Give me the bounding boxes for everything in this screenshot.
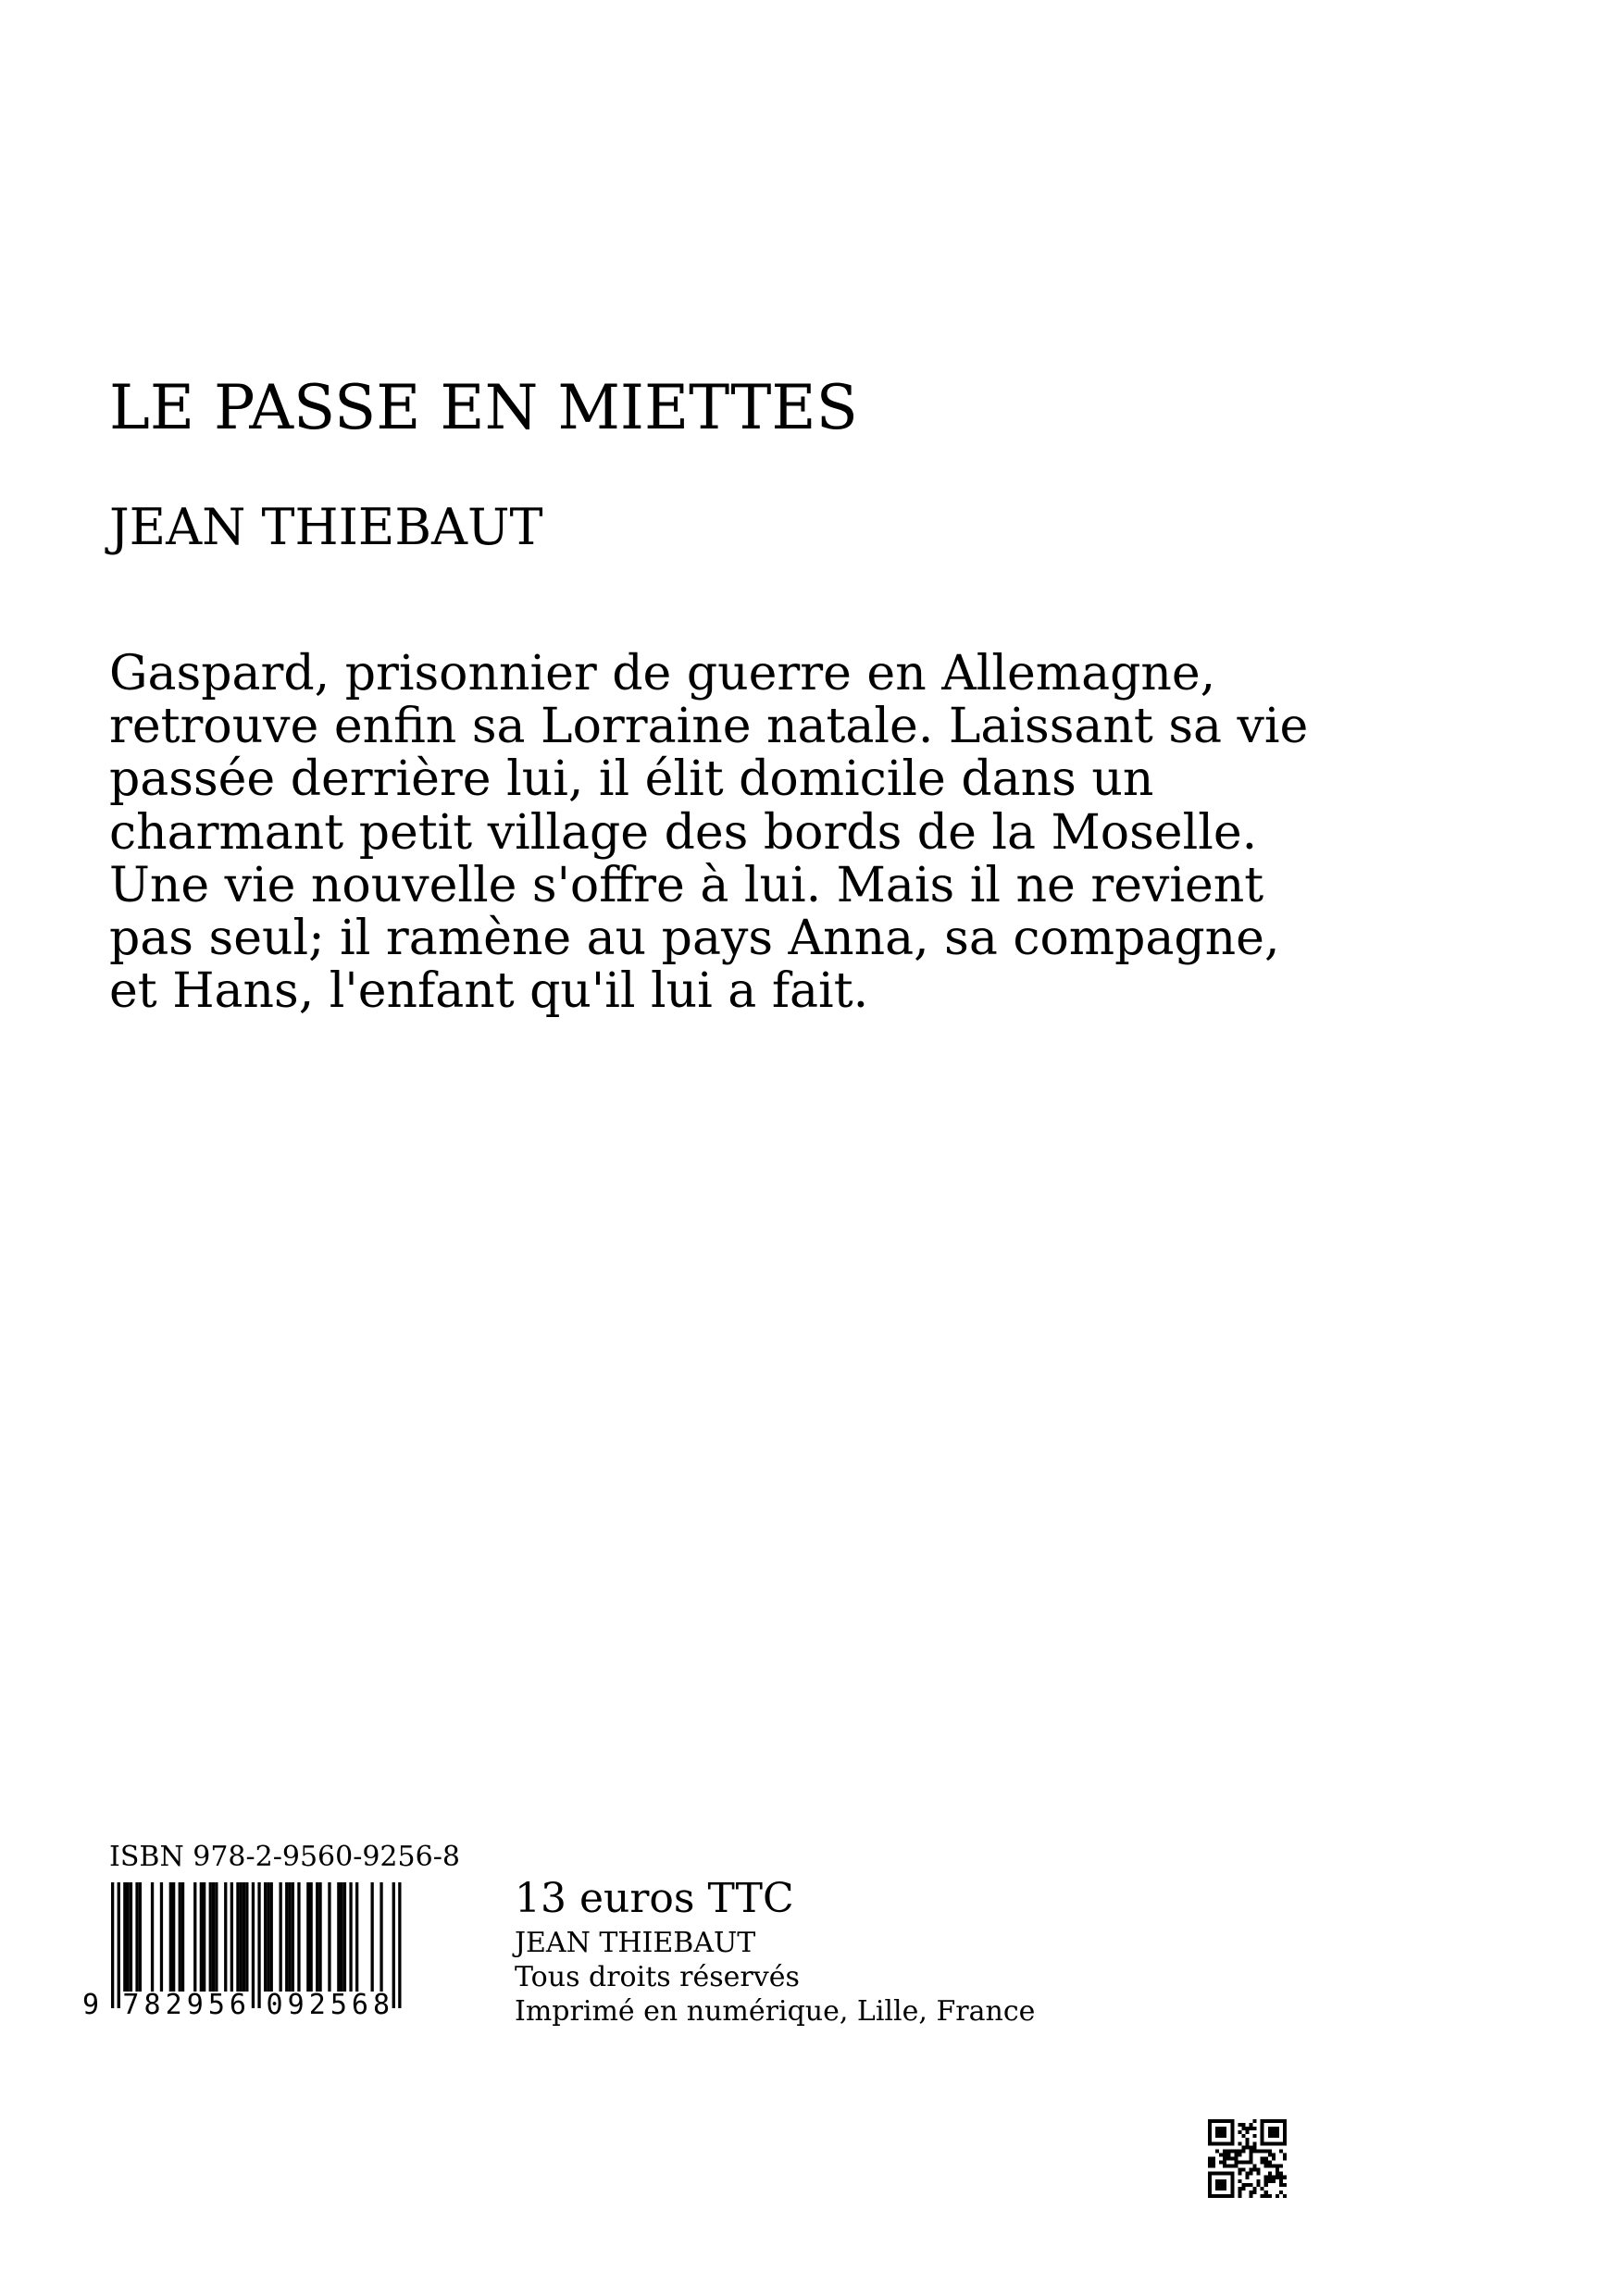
qr-module xyxy=(1245,2130,1249,2134)
qr-module xyxy=(1261,2127,1264,2130)
qr-module xyxy=(1219,2194,1223,2198)
qr-module xyxy=(1219,2134,1223,2138)
qr-module xyxy=(1283,2153,1287,2156)
qr-module xyxy=(1226,2149,1230,2153)
qr-module xyxy=(1279,2176,1283,2179)
barcode-bar xyxy=(252,1882,255,2008)
qr-module xyxy=(1212,2172,1215,2176)
qr-module xyxy=(1245,2176,1249,2179)
qr-module xyxy=(1245,2141,1249,2145)
barcode-bar xyxy=(212,1882,215,1992)
barcode-digit: 0 xyxy=(266,1989,283,2017)
qr-module xyxy=(1268,2141,1272,2145)
barcode-digit: 2 xyxy=(165,1989,182,2017)
qr-module xyxy=(1253,2127,1257,2130)
publisher-label: JEAN THIEBAUT xyxy=(515,1927,756,1959)
qr-module xyxy=(1272,2130,1276,2134)
qr-module xyxy=(1215,2187,1219,2191)
qr-module xyxy=(1261,2141,1264,2145)
qr-module xyxy=(1268,2165,1272,2168)
qr-module xyxy=(1208,2179,1212,2183)
qr-module xyxy=(1245,2145,1249,2149)
barcode-bar xyxy=(209,1882,212,1992)
barcode-bar xyxy=(200,1882,203,1992)
qr-module xyxy=(1272,2153,1276,2156)
price-label: 13 euros TTC xyxy=(515,1875,794,1922)
qr-module xyxy=(1208,2183,1212,2187)
qr-module xyxy=(1241,2187,1245,2191)
qr-module xyxy=(1253,2165,1257,2168)
qr-module xyxy=(1276,2130,1279,2134)
qr-module xyxy=(1283,2183,1287,2187)
barcode-digit: 8 xyxy=(143,1989,161,2017)
qr-module xyxy=(1215,2134,1219,2138)
qr-module xyxy=(1276,2176,1279,2179)
barcode-bar xyxy=(292,1882,294,1992)
qr-module xyxy=(1219,2153,1223,2156)
qr-module xyxy=(1241,2145,1245,2149)
qr-module xyxy=(1226,2141,1230,2145)
qr-module xyxy=(1253,2141,1257,2145)
qr-module xyxy=(1208,2156,1212,2160)
qr-module xyxy=(1272,2176,1276,2179)
qr-module xyxy=(1279,2165,1283,2168)
qr-module xyxy=(1272,2179,1276,2183)
qr-module xyxy=(1226,2172,1230,2176)
qr-module xyxy=(1223,2149,1226,2153)
book-author: JEAN THIEBAUT xyxy=(109,498,543,556)
qr-module xyxy=(1264,2156,1268,2160)
qr-module xyxy=(1264,2194,1268,2198)
qr-module xyxy=(1223,2183,1226,2187)
qr-module xyxy=(1268,2194,1272,2198)
qr-module xyxy=(1238,2191,1241,2194)
qr-module xyxy=(1283,2176,1287,2179)
qr-module xyxy=(1212,2141,1215,2145)
barcode-bar xyxy=(341,1882,343,1992)
qr-module xyxy=(1212,2161,1215,2165)
qr-module xyxy=(1226,2119,1230,2123)
qr-module xyxy=(1238,2179,1241,2183)
qr-module xyxy=(1226,2194,1230,2198)
qr-module xyxy=(1276,2134,1279,2138)
qr-module xyxy=(1261,2149,1264,2153)
qr-module xyxy=(1250,2172,1253,2176)
qr-module xyxy=(1279,2141,1283,2145)
qr-module xyxy=(1230,2187,1234,2191)
barcode-bar xyxy=(380,1882,382,1992)
qr-module xyxy=(1234,2153,1238,2156)
qr-module xyxy=(1238,2172,1241,2176)
qr-module xyxy=(1223,2141,1226,2145)
qr-module xyxy=(1276,2119,1279,2123)
qr-module xyxy=(1238,2130,1241,2134)
printed-location-label: Imprimé en numérique, Lille, France xyxy=(515,1995,1036,2028)
qr-module xyxy=(1223,2134,1226,2138)
qr-module xyxy=(1283,2134,1287,2138)
qr-module xyxy=(1230,2130,1234,2134)
barcode-bar xyxy=(310,1882,313,1992)
qr-module xyxy=(1268,2161,1272,2165)
qr-module xyxy=(1276,2127,1279,2130)
qr-module xyxy=(1219,2141,1223,2145)
qr-module xyxy=(1283,2138,1287,2141)
qr-module xyxy=(1276,2172,1279,2176)
rights-label: Tous droits réservés xyxy=(515,1961,800,1993)
qr-module xyxy=(1238,2187,1241,2191)
qr-module xyxy=(1250,2123,1253,2127)
qr-module xyxy=(1230,2141,1234,2145)
qr-module xyxy=(1208,2130,1212,2134)
qr-module xyxy=(1230,2176,1234,2179)
qr-module xyxy=(1234,2165,1238,2168)
barcode-bar xyxy=(181,1882,184,1992)
qr-module xyxy=(1234,2156,1238,2160)
barcode-digit: 6 xyxy=(351,1989,368,2017)
qr-module xyxy=(1215,2183,1219,2187)
qr-module xyxy=(1268,2130,1272,2134)
qr-module xyxy=(1208,2134,1212,2138)
qr-module xyxy=(1279,2191,1283,2194)
qr-module xyxy=(1272,2141,1276,2145)
qr-module xyxy=(1250,2127,1253,2130)
qr-module xyxy=(1250,2145,1253,2149)
barcode-digits xyxy=(82,1989,390,2017)
qr-module xyxy=(1272,2119,1276,2123)
qr-module xyxy=(1250,2149,1253,2153)
qr-module xyxy=(1230,2183,1234,2187)
qr-module xyxy=(1261,2187,1264,2191)
qr-module xyxy=(1223,2172,1226,2176)
qr-module xyxy=(1230,2172,1234,2176)
qr-module xyxy=(1223,2119,1226,2123)
qr-module xyxy=(1230,2123,1234,2127)
qr-module xyxy=(1268,2127,1272,2130)
qr-module xyxy=(1234,2149,1238,2153)
qr-module xyxy=(1241,2134,1245,2138)
qr-module xyxy=(1223,2130,1226,2134)
qr-module xyxy=(1215,2172,1219,2176)
qr-module xyxy=(1230,2179,1234,2183)
qr-module xyxy=(1208,2176,1212,2179)
qr-module xyxy=(1215,2119,1219,2123)
barcode-bar xyxy=(139,1882,142,1992)
qr-module xyxy=(1230,2134,1234,2138)
qr-module xyxy=(1261,2119,1264,2123)
qr-module xyxy=(1268,2179,1272,2183)
qr-module xyxy=(1253,2119,1257,2123)
qr-module xyxy=(1264,2179,1268,2183)
qr-module xyxy=(1245,2127,1249,2130)
qr-module xyxy=(1208,2138,1212,2141)
barcode-bar xyxy=(243,1882,245,1992)
barcode-bar xyxy=(316,1882,318,1992)
qr-module xyxy=(1283,2119,1287,2123)
qr-module xyxy=(1223,2156,1226,2160)
qr-module xyxy=(1264,2191,1268,2194)
qr-module xyxy=(1238,2153,1241,2156)
barcode-bar xyxy=(337,1882,340,1992)
qr-module xyxy=(1208,2172,1212,2176)
qr-module xyxy=(1238,2161,1241,2165)
barcode-bar xyxy=(240,1882,243,1992)
qr-module xyxy=(1208,2187,1212,2191)
qr-module xyxy=(1268,2119,1272,2123)
qr-module xyxy=(1268,2153,1272,2156)
qr-module xyxy=(1226,2165,1230,2168)
qr-module xyxy=(1261,2194,1264,2198)
qr-module xyxy=(1208,2161,1212,2165)
barcode-bar xyxy=(285,1882,288,1992)
qr-module xyxy=(1276,2168,1279,2172)
qr-module xyxy=(1283,2127,1287,2130)
qr-module xyxy=(1264,2165,1268,2168)
qr-module xyxy=(1238,2141,1241,2145)
qr-module xyxy=(1215,2130,1219,2134)
barcode-bar xyxy=(127,1882,130,1992)
barcode-digit: 2 xyxy=(308,1989,326,2017)
qr-module xyxy=(1257,2183,1261,2187)
barcode-bar xyxy=(203,1882,205,1992)
qr-module xyxy=(1215,2127,1219,2130)
barcode-digit: 5 xyxy=(207,1989,225,2017)
barcode-bar xyxy=(349,1882,352,1992)
qr-module xyxy=(1219,2127,1223,2130)
barcode-bar xyxy=(264,1882,267,1992)
qr-module xyxy=(1264,2149,1268,2153)
qr-module xyxy=(1264,2119,1268,2123)
barcode-bar xyxy=(288,1882,291,1992)
qr-module xyxy=(1241,2161,1245,2165)
qr-module xyxy=(1212,2165,1215,2168)
qr-module xyxy=(1253,2191,1257,2194)
qr-module xyxy=(1272,2156,1276,2160)
qr-module xyxy=(1226,2156,1230,2160)
barcode-digit: 9 xyxy=(186,1989,204,2017)
qr-module xyxy=(1219,2172,1223,2176)
qr-module xyxy=(1215,2141,1219,2145)
barcode-bar xyxy=(270,1882,273,1992)
book-blurb: Gaspard, prisonnier de guerre en Allemagne, retrouve enfin sa Lorraine natale. Laissant sa vie passée derrière lui, il élit domicile dans un charmant petit village des bords de la Moselle. Une vie nouvelle s'offre à lui. Mais il ne revient pas seul; il ramène au pays Anna, sa compagne, et Hans, l'enfant qu'il lui a fait. xyxy=(109,646,1309,1020)
qr-module xyxy=(1283,2130,1287,2134)
qr-module xyxy=(1261,2161,1264,2165)
qr-module xyxy=(1234,2161,1238,2165)
qr-module xyxy=(1264,2141,1268,2145)
barcode-bar xyxy=(215,1882,218,1992)
qr-module xyxy=(1250,2153,1253,2156)
qr-module xyxy=(1250,2191,1253,2194)
qr-module xyxy=(1238,2194,1241,2198)
qr-module xyxy=(1241,2123,1245,2127)
barcode-bar xyxy=(392,1882,395,2008)
qr-module xyxy=(1276,2194,1279,2198)
qr-module xyxy=(1253,2168,1257,2172)
qr-module xyxy=(1208,2119,1212,2123)
qr-module xyxy=(1230,2194,1234,2198)
barcode-bar xyxy=(343,1882,346,1992)
qr-module xyxy=(1208,2194,1212,2198)
barcode-bar xyxy=(280,1882,282,1992)
qr-module xyxy=(1241,2183,1245,2187)
qr-module xyxy=(1223,2187,1226,2191)
barcode-bar xyxy=(257,1882,260,2008)
qr-module xyxy=(1268,2134,1272,2138)
barcode-bar xyxy=(193,1882,196,1992)
barcode-digit: 8 xyxy=(373,1989,391,2017)
qr-module xyxy=(1250,2156,1253,2160)
qr-module xyxy=(1208,2141,1212,2145)
qr-module xyxy=(1223,2194,1226,2198)
qr-module xyxy=(1245,2172,1249,2176)
qr-module xyxy=(1268,2176,1272,2179)
qr-module xyxy=(1272,2134,1276,2138)
qr-module xyxy=(1215,2179,1219,2183)
qr-module xyxy=(1219,2179,1223,2183)
qr-module xyxy=(1264,2176,1268,2179)
qr-module xyxy=(1279,2119,1283,2123)
barcode-icon xyxy=(78,1879,457,2017)
barcode-digit: 7 xyxy=(122,1989,140,2017)
qr-module xyxy=(1223,2179,1226,2183)
qr-module xyxy=(1261,2156,1264,2160)
qr-module xyxy=(1219,2130,1223,2134)
qr-module xyxy=(1245,2161,1249,2165)
qr-module xyxy=(1279,2179,1283,2183)
qr-code-icon xyxy=(1208,2119,1287,2198)
qr-module xyxy=(1250,2194,1253,2198)
barcode-bar xyxy=(118,1882,120,2008)
barcode-bar xyxy=(306,1882,309,1992)
qr-module xyxy=(1272,2165,1276,2168)
qr-module xyxy=(1208,2127,1212,2130)
qr-module xyxy=(1264,2183,1268,2187)
barcode-bar xyxy=(236,1882,239,1992)
qr-module xyxy=(1223,2127,1226,2130)
qr-module xyxy=(1219,2119,1223,2123)
qr-module xyxy=(1250,2183,1253,2187)
qr-module xyxy=(1230,2191,1234,2194)
qr-module xyxy=(1279,2149,1283,2153)
qr-module xyxy=(1230,2127,1234,2130)
qr-module xyxy=(1241,2127,1245,2130)
book-title: LE PASSE EN MIETTES xyxy=(109,372,858,443)
qr-module xyxy=(1283,2141,1287,2145)
qr-module xyxy=(1253,2149,1257,2153)
qr-module xyxy=(1279,2183,1283,2187)
barcode-bar xyxy=(169,1882,172,1992)
qr-module xyxy=(1238,2168,1241,2172)
qr-module xyxy=(1253,2145,1257,2149)
barcode-bar xyxy=(130,1882,132,1992)
qr-module xyxy=(1238,2123,1241,2127)
qr-module xyxy=(1276,2141,1279,2145)
qr-module xyxy=(1223,2161,1226,2165)
qr-module xyxy=(1212,2194,1215,2198)
barcode-bar xyxy=(318,1882,321,1992)
qr-module xyxy=(1261,2130,1264,2134)
barcode-digit: 9 xyxy=(81,1989,100,2017)
qr-module xyxy=(1250,2161,1253,2165)
qr-module xyxy=(1250,2168,1253,2172)
barcode-bar xyxy=(371,1882,374,1992)
qr-module xyxy=(1219,2161,1223,2165)
barcode-bar xyxy=(355,1882,358,1992)
qr-module xyxy=(1261,2138,1264,2141)
qr-module xyxy=(1230,2149,1234,2153)
qr-module xyxy=(1261,2123,1264,2127)
qr-module xyxy=(1253,2134,1257,2138)
qr-module xyxy=(1223,2153,1226,2156)
qr-module xyxy=(1208,2123,1212,2127)
barcode-bar xyxy=(267,1882,269,1992)
barcode-bar xyxy=(123,1882,126,1992)
qr-module xyxy=(1212,2156,1215,2160)
qr-module xyxy=(1230,2119,1234,2123)
qr-module xyxy=(1230,2138,1234,2141)
barcode-bar xyxy=(328,1882,330,1992)
qr-module xyxy=(1230,2156,1234,2160)
qr-module xyxy=(1257,2168,1261,2172)
qr-module xyxy=(1283,2194,1287,2198)
qr-module xyxy=(1208,2191,1212,2194)
barcode-bar xyxy=(398,1882,401,2008)
barcode-bar xyxy=(135,1882,138,1992)
barcode-bar xyxy=(111,1882,114,2008)
qr-module xyxy=(1208,2165,1212,2168)
qr-module xyxy=(1276,2165,1279,2168)
barcode-bar xyxy=(297,1882,300,1992)
barcode-digit: 6 xyxy=(229,1989,246,2017)
qr-module xyxy=(1283,2123,1287,2127)
qr-module xyxy=(1226,2153,1230,2156)
qr-module xyxy=(1279,2172,1283,2176)
barcode-bar xyxy=(151,1882,154,1992)
qr-module xyxy=(1230,2165,1234,2168)
qr-module xyxy=(1212,2119,1215,2123)
barcode-bar xyxy=(172,1882,175,1992)
qr-module xyxy=(1257,2172,1261,2176)
barcode-bar xyxy=(160,1882,163,1992)
qr-module xyxy=(1238,2149,1241,2153)
barcode-bar xyxy=(245,1882,248,1992)
qr-module xyxy=(1283,2156,1287,2160)
qr-module xyxy=(1264,2161,1268,2165)
qr-module xyxy=(1215,2149,1219,2153)
qr-module xyxy=(1268,2149,1272,2153)
qr-module xyxy=(1257,2149,1261,2153)
qr-module xyxy=(1219,2183,1223,2187)
qr-module xyxy=(1257,2179,1261,2183)
qr-module xyxy=(1215,2194,1219,2198)
qr-module xyxy=(1268,2172,1272,2176)
barcode-bar xyxy=(179,1882,181,1992)
qr-module xyxy=(1241,2168,1245,2172)
barcode-bar xyxy=(224,1882,227,1992)
qr-module xyxy=(1245,2183,1249,2187)
isbn-label: ISBN 978-2-9560-9256-8 xyxy=(109,1841,460,1873)
qr-module xyxy=(1261,2134,1264,2138)
qr-module xyxy=(1253,2187,1257,2191)
qr-module xyxy=(1272,2127,1276,2130)
qr-module xyxy=(1223,2165,1226,2168)
barcode-bar xyxy=(230,1882,233,1992)
qr-module xyxy=(1241,2149,1245,2153)
qr-module xyxy=(1219,2187,1223,2191)
qr-module xyxy=(1245,2138,1249,2141)
barcode-digit: 5 xyxy=(330,1989,347,2017)
barcode-digit: 9 xyxy=(287,1989,305,2017)
